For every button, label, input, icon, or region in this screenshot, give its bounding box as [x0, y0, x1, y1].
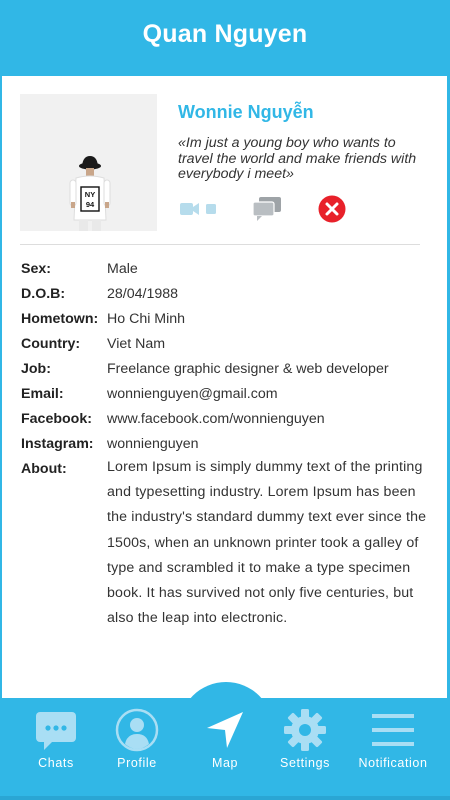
detail-label: Sex:	[21, 261, 51, 277]
navigation-arrow-icon	[203, 708, 247, 752]
detail-value: Viet Nam	[107, 336, 166, 352]
message-button[interactable]	[252, 196, 282, 222]
bottom-edge	[0, 796, 450, 800]
detail-label: Job:	[21, 361, 51, 377]
about-text: Lorem Ipsum is simply dummy text of the printing and typesetting industry. Lorem Ipsum has been the industry's standard dummy text ever since the 1500s, when an unknown printer took a galley of type and scrambled it to make a type specimen book. It has survived not only five centuries, but also the leap into electronic.	[107, 459, 427, 627]
detail-row-email	[21, 386, 431, 411]
tab-chats[interactable]	[11, 698, 101, 800]
profile-card	[2, 76, 447, 698]
detail-row-job	[21, 361, 431, 386]
detail-row-country	[21, 336, 431, 361]
bottom-tab-bar	[0, 698, 450, 800]
divider	[20, 244, 420, 245]
detail-row-sex	[21, 261, 431, 286]
chat-bubbles-icon	[252, 196, 282, 222]
tab-profile[interactable]	[92, 698, 182, 800]
profile-name: Wonnie Nguyễn	[178, 102, 314, 122]
remove-friend-button[interactable]	[318, 195, 346, 223]
email-link[interactable]: wonnienguyen@gmail.com	[107, 386, 278, 402]
profile-details	[21, 261, 431, 631]
page-title: Quan Nguyen	[142, 19, 308, 48]
tab-label: Map	[211, 756, 239, 770]
detail-label: Facebook:	[21, 411, 92, 427]
detail-row-hometown	[21, 311, 431, 336]
detail-label: Instagram:	[21, 436, 94, 452]
detail-label: Email:	[21, 386, 64, 402]
svg-text:94: 94	[85, 200, 95, 209]
tab-label: Settings	[280, 756, 330, 770]
profile-quote: «Im just a young boy who wants to travel the world and make friends with everybody i meet»	[178, 135, 417, 182]
detail-label: D.O.B:	[21, 286, 66, 302]
facebook-link[interactable]: www.facebook.com/wonnienguyen	[107, 411, 325, 427]
detail-value: Ho Chi Minh	[107, 311, 186, 327]
tab-notification[interactable]	[348, 698, 438, 800]
detail-row-facebook	[21, 411, 431, 436]
profile-actions	[178, 194, 378, 224]
user-icon	[115, 708, 159, 752]
detail-row-about	[21, 461, 431, 631]
tab-label: Chats	[38, 756, 74, 770]
tab-settings[interactable]	[260, 698, 350, 800]
instagram-link[interactable]: wonnienguyen	[107, 436, 199, 452]
tab-label: Profile	[117, 756, 157, 770]
app-header	[0, 0, 450, 76]
video-camera-icon	[178, 202, 218, 216]
gear-icon	[283, 708, 327, 752]
video-call-button[interactable]	[178, 202, 218, 216]
detail-label: Hometown:	[21, 311, 99, 327]
menu-icon	[371, 708, 415, 752]
chat-icon	[34, 708, 78, 752]
detail-label: About:	[21, 461, 67, 477]
profile-photo	[20, 94, 157, 231]
detail-value: Freelance graphic designer & web developer	[107, 361, 389, 377]
shirt-print: NY	[84, 190, 96, 199]
detail-row-dob	[21, 286, 431, 311]
detail-value: Male	[107, 261, 138, 277]
profile-photo-image	[20, 94, 157, 231]
close-circle-icon	[318, 195, 346, 223]
tab-label: Notification	[358, 756, 428, 770]
detail-label: Country:	[21, 336, 81, 352]
detail-value: 28/04/1988	[107, 286, 179, 302]
tab-map[interactable]	[180, 698, 270, 800]
